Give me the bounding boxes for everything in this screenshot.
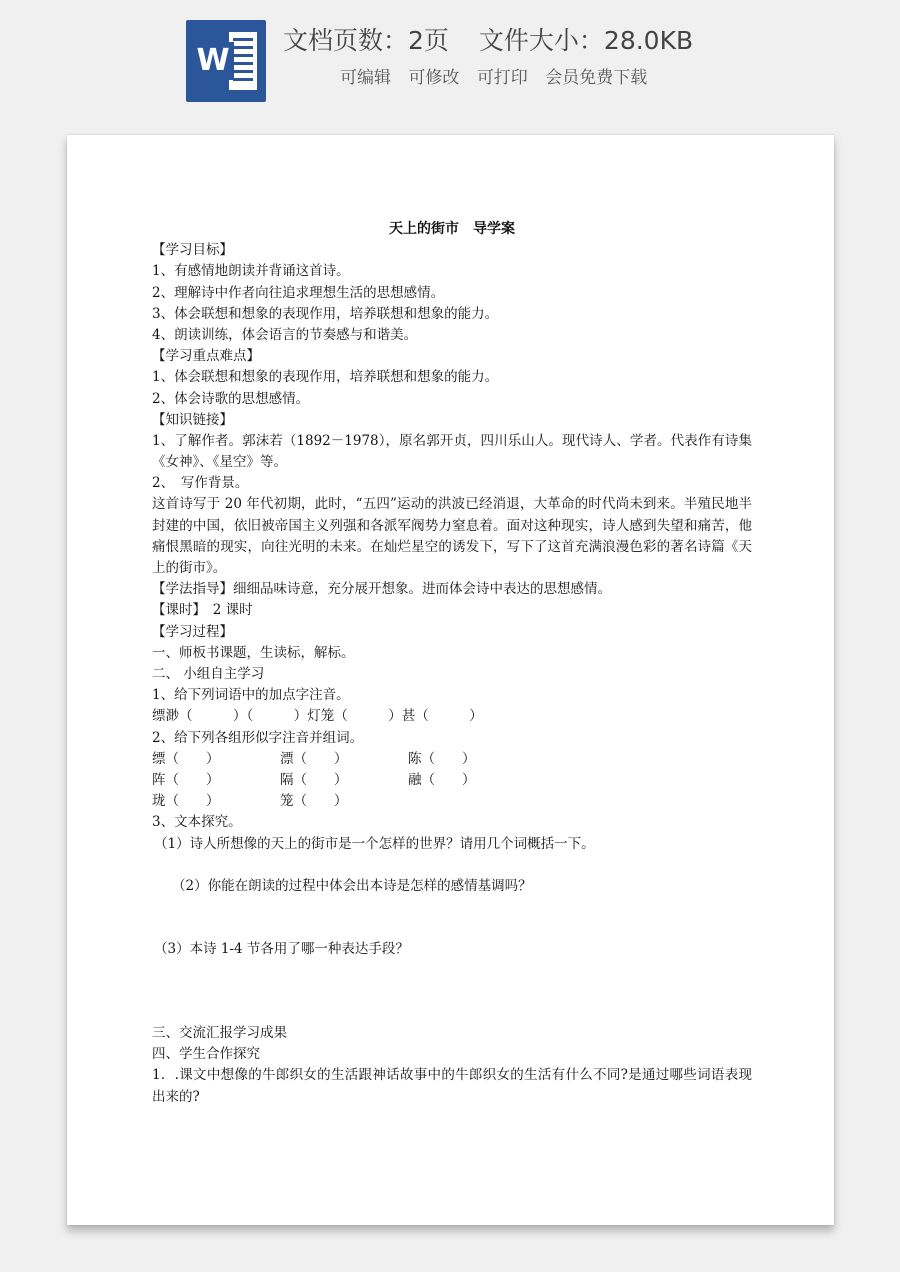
word-document-icon [186, 20, 266, 102]
question: 1、给下列词语中的加点字注音。 [152, 687, 350, 704]
sub-question: （3）本诗 1-4 节各用了哪一种表达手段？ [154, 940, 409, 957]
document-title: 天上的街市 导学案 [389, 221, 515, 237]
document-body [152, 219, 752, 1108]
char-row [152, 791, 752, 812]
question: 2、给下列各组形似字注音并组词。 [152, 729, 364, 746]
background-heading: 2、 写作背景。 [152, 475, 249, 492]
process-step: 一、师板书课题，生读标，解标。 [152, 644, 355, 661]
objective-item: 4、朗读训练，体会语言的节奏感与和谐美。 [152, 326, 418, 343]
key-point-item: 1、体会联想和想象的表现作用，培养联想和想象的能力。 [152, 369, 499, 386]
file-size: 文件大小：28.0KB [478, 26, 694, 55]
char-cell: 缥（ ） [152, 750, 220, 767]
file-meta [283, 22, 693, 60]
char-cell: 漂（ ） [280, 750, 348, 767]
char-cell: 融（ ） [408, 771, 476, 788]
char-cell: 陈（ ） [408, 750, 476, 767]
char-cell: 隔（ ） [280, 771, 348, 788]
page-count: 文档页数：2页 [283, 26, 449, 55]
char-row [152, 749, 752, 770]
section-heading: 【学习重点难点】 [152, 348, 260, 365]
author-paragraph: 1、了解作者。郭沫若（1892－1978），原名郭开贞，四川乐山人。现代诗人、学者。代表作有诗集《女神》、《星空》等。 [152, 432, 752, 471]
key-point-item: 2、体会诗歌的思想感情。 [152, 390, 310, 407]
objective-item: 3、体会联想和想象的表现作用，培养联想和想象的能力。 [152, 305, 499, 322]
cooperative-question: 1．.课文中想像的牛郎织女的生活跟神话故事中的牛郎织女的生活有什么不同?是通过哪些词语表现出来的? [152, 1067, 752, 1105]
background-paragraph: 这首诗写于 20 年代初期，此时，“五四”运动的洪波已经消退，大革命的时代尚未到来。半殖民地半封建的中国，依旧被帝国主义列强和各派军阀势力窒息着。面对这种现实，诗人感到失望和痛苦，他痛恨黑暗的现实，向往光明的未来。在灿烂星空的诱发下，写下了这首充满浪漫色彩的著名诗篇《天上的街市》。 [152, 496, 752, 577]
objective-item: 2、理解诗中作者向往追求理想生活的思想感情。 [152, 284, 445, 301]
sub-question: （1）诗人所想像的天上的街市是一个怎样的世界？请用几个词概括一下。 [154, 835, 595, 852]
feature-modifiable: 可修改 [408, 68, 460, 88]
char-row [152, 770, 752, 791]
pinyin-blanks: 缥渺（ ）（ ）灯笼（ ）甚（ ） [152, 708, 483, 725]
word-letter: W [192, 42, 234, 80]
question: 3、文本探究。 [152, 814, 242, 831]
header [0, 0, 900, 135]
class-hours: 【课时】 2 课时 [152, 602, 253, 619]
feature-editable: 可编辑 [340, 68, 391, 88]
section-heading: 【学习过程】 [152, 623, 233, 640]
section-heading: 【学习目标】 [152, 242, 233, 259]
process-step: 二、 小组自主学习 [152, 666, 265, 683]
sub-question: （2）你能在朗读的过程中体会出本诗是怎样的感情基调吗？ [172, 877, 532, 894]
process-step: 三、交流汇报学习成果 [152, 1025, 287, 1042]
feature-member-download: 会员免费下载 [545, 68, 648, 88]
section-heading: 【知识链接】 [152, 411, 233, 428]
objective-item: 1、有感情地朗读并背诵这首诗。 [152, 263, 350, 280]
char-cell: 阵（ ） [152, 771, 220, 788]
document-page [67, 135, 834, 1225]
feature-list [340, 64, 659, 92]
char-cell: 珑（ ） [152, 793, 220, 810]
char-cell: 笼（ ） [280, 793, 348, 810]
process-step: 四、学生合作探究 [152, 1046, 260, 1063]
feature-printable: 可打印 [476, 68, 528, 88]
method-guide: 【学法指导】细细品味诗意，充分展开想象。进而体会诗中表达的思想感情。 [152, 581, 611, 598]
